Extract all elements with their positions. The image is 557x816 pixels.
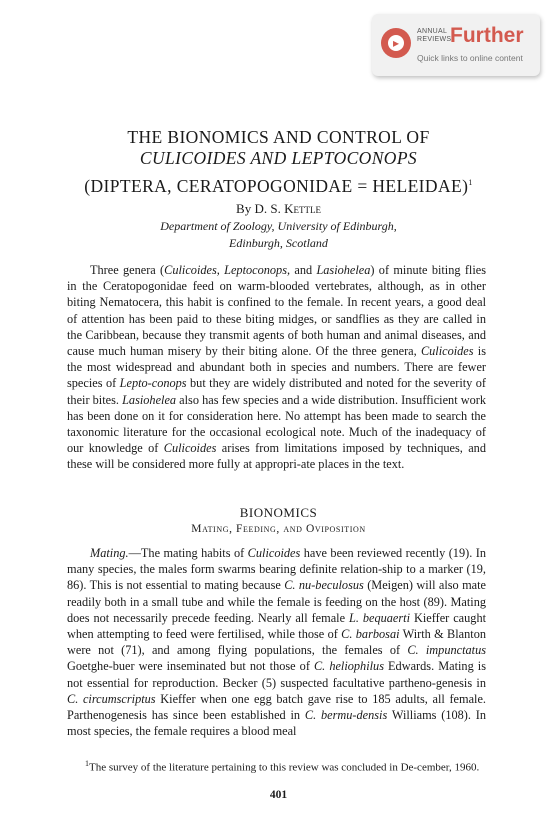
author-affiliation: Department of Zoology, University of Edinburgh,: [160, 219, 397, 233]
article-title-line3: (DIPTERA, CERATOPOGONIDAE = HELEIDAE)$^1$: [84, 176, 473, 196]
subsection-heading: Mating, Feeding, and Oviposition: [191, 523, 366, 535]
author-byline: By D. S. Kettle: [236, 201, 321, 216]
section-heading-bionomics: BIONOMICS: [239, 505, 318, 520]
page-number: 401: [269, 789, 288, 801]
article-title-line2: CULICOIDES AND LEPTOCONOPS: [139, 148, 418, 168]
footnote: $^1$The survey of the literature pertaining to this review was concluded in De-cember, 1960.: [85, 759, 480, 774]
further-logo-icon: ▸: [381, 28, 411, 58]
author-location: Edinburgh, Scotland: [229, 236, 328, 250]
intro-paragraph: Three genera (Culicoides, Leptoconops, and Lasiohelea) of minute biting flies in the Ceratopogonidae feed on warm-blooded vertebrates, although, as in other biting Nematocera, this habit is confined to the female. In recent years, a good deal of attention has been paid to these biting midges, or sandflies as they are called in the Caribbean, because they transmit agents of both human and animal diseases, and cause much human misery by their biting alone. Of the three genera, Culicoides is the most widespread and abundant both in species and numbers. There are fewer species of Lepto-conops but they are widely distributed and noted for the severity of their bites. Lasiohelea also has few species and a wide distribution. Insufficient work has been done on it for consideration here. No attempt has been made to search the taxonomic literature for the occasional ecological note. Much of the inadequacy of our knowledge of Culicoides arises from limitations imposed by techniques, and these will be considered more fully at appropri-ate places in the text.: [67, 263, 487, 472]
badge-subtitle: Quick links to online content: [417, 53, 523, 63]
badge-further-label: Further: [450, 24, 524, 47]
article-title-line1: THE BIONOMICS AND CONTROL OF: [127, 127, 430, 147]
mating-paragraph: Mating.—The mating habits of Culicoides have been reviewed recently (19). In many species, the males form swarms bearing definite relation-ship to a marker (19, 86). This is not essential to mating because C. nu-beculosus (Meigen) will also mate readily both in a small tube and while the female is feeding on the host (89). Mating does not necessarily precede feeding. Nearly all female L. bequaerti Kieffer caught when attempting to feed were fertilised, while those of C. barbosai Wirth & Blanton were not (71), and among flying populations, the females of C. impunctatus Goetghe-buer were inseminated but not those of C. heliophilus Edwards. Mating is not essential for reproduction. Becker (5) suspected facultative partheno-genesis in C. circumscriptus Kieffer when one egg batch gave rise to 185 adults, all female. Parthenogenesis has since been established in C. bermu-densis Williams (108). In most species, the female requires a blood meal: [67, 546, 487, 739]
title-footnote-mark: 1: [468, 178, 473, 188]
annual-reviews-further-badge[interactable]: [372, 14, 540, 76]
badge-publisher-label: ANNUAL REVIEWS: [417, 28, 452, 43]
